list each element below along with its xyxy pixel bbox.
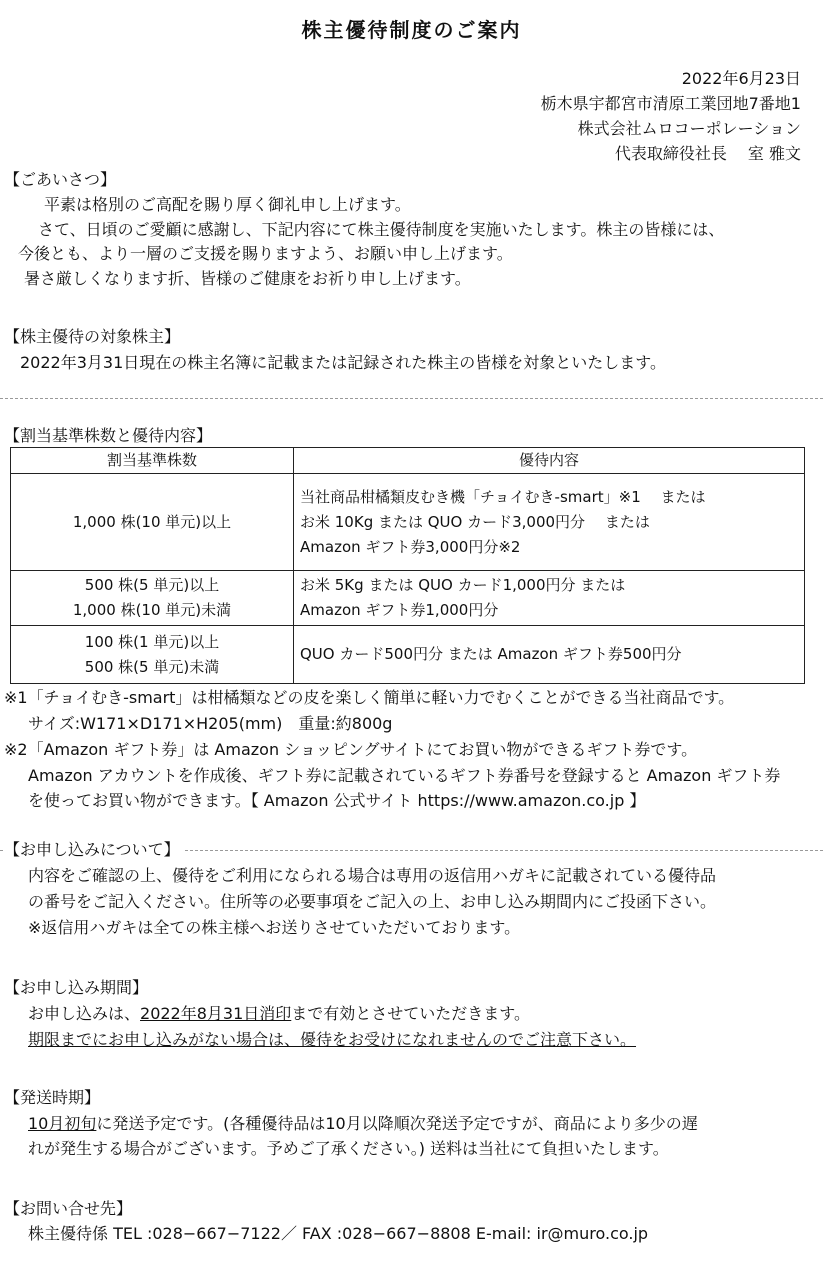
shares-cell: [11, 474, 294, 571]
benefits-cell: [294, 626, 805, 684]
greeting-line: 平素は格別のご高配を賜り厚く御礼申し上げます。: [44, 195, 411, 214]
contact-heading: 【お問い合せ先】: [4, 1199, 133, 1218]
contact-text: 株主優待係 TEL :028−667−7122／ FAX :028−667−8808 E-mail: ir@muro.co.jp: [28, 1224, 649, 1243]
application-line: の番号をご記入ください。住所等の必要事項をご記入の上、お申し込み期間内にご投函下さい。: [28, 892, 717, 911]
benefits-text: Amazon ギフト券1,000円分: [300, 601, 499, 619]
greeting-heading: 【ごあいさつ】: [4, 170, 117, 189]
note-2-link[interactable]: を使ってお買い物ができます。【 Amazon 公式サイト https://www.amazon.co.jp 】: [28, 791, 646, 810]
greeting-line: 今後とも、より一層のご支援を賜りますよう、お願い申し上げます。: [18, 244, 513, 263]
target-heading: 【株主優待の対象株主】: [4, 327, 181, 346]
application-line: ※返信用ハガキは全ての株主様へお送りさせていただいております。: [28, 918, 521, 937]
benefits-text: 当社商品柑橘類皮むき機「チョイむき-smart」※1 または: [300, 487, 706, 506]
shares-cell: [11, 571, 294, 626]
divider: [0, 398, 823, 399]
table-row: [11, 571, 805, 626]
table-row: [11, 626, 805, 684]
issue-date: 2022年6月23日: [681, 69, 801, 88]
table-header-row: [11, 448, 805, 474]
application-heading: 【お申し込みについて】: [4, 837, 184, 862]
column-header-shares: 割当基準株数: [11, 448, 294, 474]
benefits-table: [10, 447, 805, 684]
shipping-line-1: [28, 1111, 698, 1136]
shares-text: 500 株(5 単元)以上: [84, 576, 220, 594]
benefits-cell: [294, 474, 805, 571]
representative: 代表取締役社長 室 雅文: [614, 144, 801, 163]
note-2-detail: Amazon アカウントを作成後、ギフト券に記載されているギフト券番号を登録すると Amazon ギフト券: [28, 766, 781, 785]
allocation-heading: 【割当基準株数と優待内容】: [4, 426, 213, 445]
benefits-text: お米 5Kg または QUO カード1,000円分 または: [300, 576, 626, 594]
shares-text: 100 株(1 単元)以上: [84, 632, 220, 651]
benefits-text: QUO カード500円分 または Amazon ギフト券500円分: [300, 645, 682, 663]
shares-text: 1,000 株(10 単元)未満: [72, 601, 232, 619]
benefits-text: お米 10Kg または QUO カード3,000円分 または: [300, 512, 650, 531]
note-2: ※2「Amazon ギフト券」は Amazon ショッピングサイトにてお買い物ができるギフト券です。: [4, 740, 698, 759]
deadline: 2022年8月31日消印: [140, 1004, 292, 1023]
target-text: 2022年3月31日現在の株主名簿に記載または記録された株主の皆様を対象といたします。: [20, 353, 666, 372]
period-line-1: [28, 1001, 530, 1026]
shares-text: 1,000 株(10 単元)以上: [72, 512, 232, 531]
shipping-line-2: れが発生する場合がございます。予めご了承ください。) 送料は当社にて負担いたします。: [28, 1139, 669, 1158]
greeting-line: さて、日頃のご愛顧に感謝し、下記内容にて株主優待制度を実施いたします。株主の皆様には、: [38, 220, 725, 239]
shares-cell: [11, 626, 294, 684]
shipping-heading: 【発送時期】: [4, 1088, 101, 1107]
note-1-size: サイズ:W171×D171×H205(mm) 重量:約800g: [28, 714, 393, 733]
page-title: 株主優待制度のご案内: [301, 18, 522, 42]
company-name: 株式会社ムロコーポレーション: [577, 119, 801, 138]
benefits-text: Amazon ギフト券3,000円分※2: [300, 537, 521, 556]
period-heading: 【お申し込み期間】: [4, 978, 149, 997]
shipping-rest: に発送予定です。(各種優待品は10月以降順次発送予定ですが、商品により多少の遅: [96, 1114, 698, 1133]
table-row: [11, 474, 805, 571]
shares-text: 500 株(5 単元)未満: [84, 657, 220, 676]
company-address: 栃木県宇都宮市清原工業団地7番地1: [540, 94, 801, 113]
benefits-cell: [294, 571, 805, 626]
note-1: ※1「チョイむき-smart」は柑橘類などの皮を楽しく簡単に軽い力でむくことができる当社商品です。: [4, 688, 735, 707]
shipping-time: 10月初旬: [28, 1114, 97, 1133]
period-pre: お申し込みは、: [28, 1004, 141, 1023]
period-post: まで有効とさせていただきます。: [291, 1004, 531, 1023]
column-header-benefits: 優待内容: [294, 448, 805, 474]
period-line-2: 期限までにお申し込みがない場合は、優待をお受けになれませんのでご注意下さい。: [28, 1030, 637, 1049]
greeting-line: 暑さ厳しくなります折、皆様のご健康をお祈り申し上げます。: [24, 269, 471, 288]
application-line: 内容をご確認の上、優待をご利用になられる場合は専用の返信用ハガキに記載されている優待品: [28, 866, 717, 885]
